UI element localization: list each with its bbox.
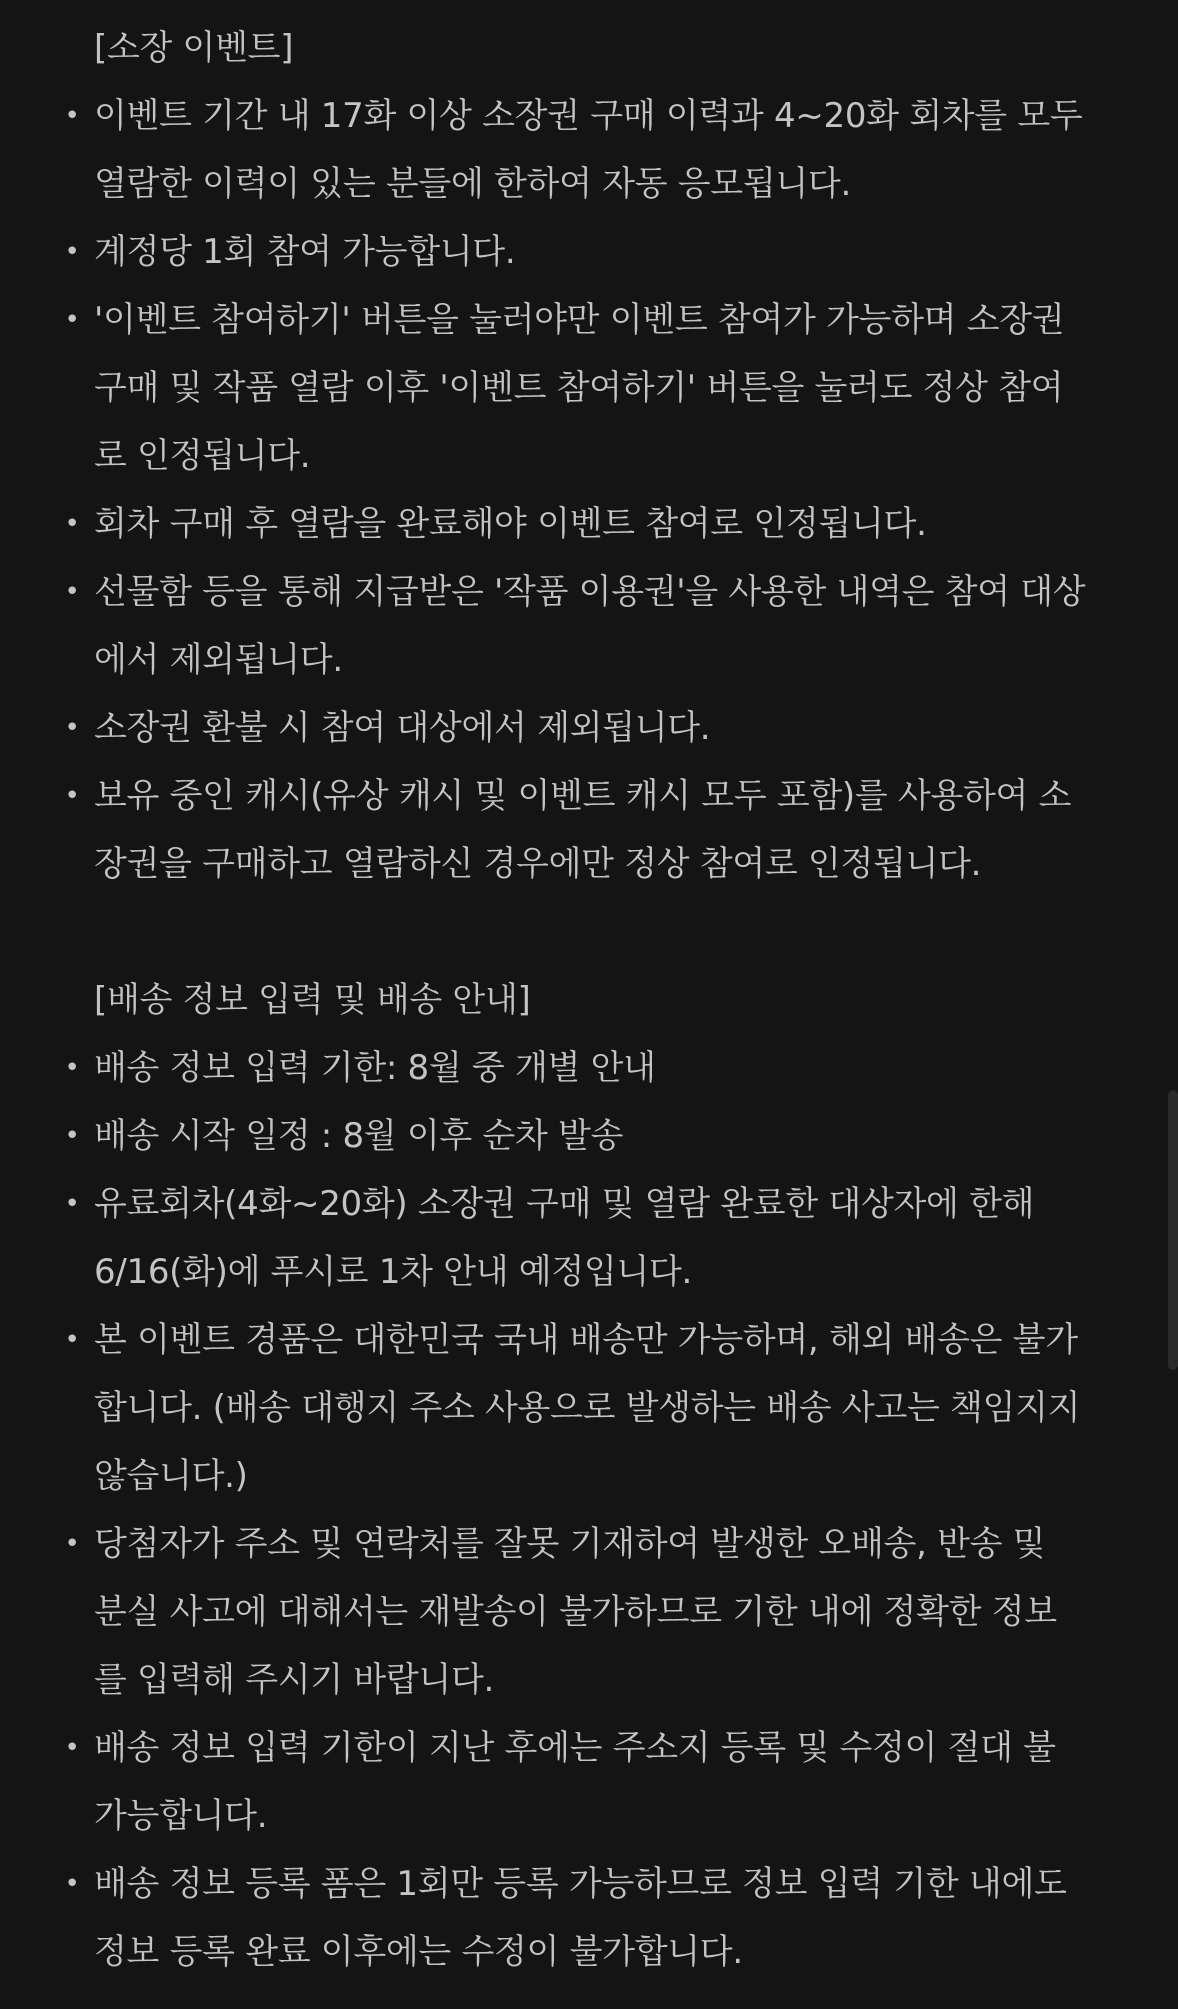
bullet-icon: •: [64, 577, 80, 607]
bullet-icon: •: [64, 509, 80, 539]
list-item-text: 유료회차(4화~20화) 소장권 구매 및 열람 완료한 대상자에 한해: [94, 1184, 1035, 1224]
bullet-icon: •: [64, 1529, 80, 1559]
list-item-text: 구매 및 작품 열람 이후 '이벤트 참여하기' 버튼을 눌러도 정상 참여: [94, 368, 1064, 408]
notice-section: [0, 966, 1178, 1986]
list-item: [0, 762, 1178, 898]
section-heading: [소장 이벤트]: [94, 28, 294, 68]
list-item: [0, 1850, 1178, 1986]
list-item-text: 본 이벤트 경품은 대한민국 국내 배송만 가능하며, 해외 배송은 불가: [94, 1320, 1078, 1360]
bullet-icon: •: [64, 1053, 80, 1083]
list-item-text: 회차 구매 후 열람을 완료해야 이벤트 참여로 인정됩니다.: [94, 504, 927, 544]
list-item: [0, 1510, 1178, 1714]
list-item-text: 이벤트 기간 내 17화 이상 소장권 구매 이력과 4~20화 회차를 모두: [94, 96, 1083, 136]
scrollbar[interactable]: [1168, 1090, 1178, 1370]
list-item-text: 장권을 구매하고 열람하신 경우에만 정상 참여로 인정됩니다.: [94, 844, 982, 884]
list-item-text: 선물함 등을 통해 지급받은 '작품 이용권'을 사용한 내역은 참여 대상: [94, 572, 1086, 612]
list-item: [0, 1170, 1178, 1306]
list-item: [0, 1306, 1178, 1510]
notice-section: [0, 14, 1178, 898]
list-item: [0, 558, 1178, 694]
list-item-text: 에서 제외됩니다.: [94, 640, 343, 680]
list-item-text: 6/16(화)에 푸시로 1차 안내 예정입니다.: [94, 1252, 693, 1292]
bullet-icon: •: [64, 237, 80, 267]
list-item: [0, 1714, 1178, 1850]
bullet-icon: •: [64, 1189, 80, 1219]
bullet-icon: •: [64, 1325, 80, 1355]
list-item-text: 로 인정됩니다.: [94, 436, 311, 476]
bullet-icon: •: [64, 305, 80, 335]
list-item-text: '이벤트 참여하기' 버튼을 눌러야만 이벤트 참여가 가능하며 소장권: [94, 300, 1065, 340]
notice-content: [0, 14, 1178, 1986]
list-item-text: 분실 사고에 대해서는 재발송이 불가하므로 기한 내에 정확한 정보: [94, 1592, 1057, 1632]
list-item-text: 보유 중인 캐시(유상 캐시 및 이벤트 캐시 모두 포함)를 사용하여 소: [94, 776, 1072, 816]
list-item-text: 배송 정보 입력 기한: 8월 중 개별 안내: [94, 1048, 656, 1088]
section-heading: [배송 정보 입력 및 배송 안내]: [94, 980, 531, 1020]
list-item: [0, 1102, 1178, 1170]
bullet-icon: •: [64, 781, 80, 811]
list-item-text: 정보 등록 완료 이후에는 수정이 불가합니다.: [94, 1932, 743, 1972]
list-item: [0, 82, 1178, 218]
bullet-icon: •: [64, 1869, 80, 1899]
list-item-text: 않습니다.): [94, 1456, 248, 1496]
list-item-text: 배송 시작 일정 : 8월 이후 순차 발송: [94, 1116, 624, 1156]
list-item-text: 열람한 이력이 있는 분들에 한하여 자동 응모됩니다.: [94, 164, 851, 204]
list-item: [0, 1034, 1178, 1102]
list-item: [0, 694, 1178, 762]
bullet-icon: •: [64, 1733, 80, 1763]
bullet-icon: •: [64, 713, 80, 743]
list-item-text: 합니다. (배송 대행지 주소 사용으로 발생하는 배송 사고는 책임지지: [94, 1388, 1081, 1428]
list-item-text: 소장권 환불 시 참여 대상에서 제외됩니다.: [94, 708, 711, 748]
list-item-text: 계정당 1회 참여 가능합니다.: [94, 232, 516, 272]
list-item-text: 가능합니다.: [94, 1796, 268, 1836]
list-item: [0, 490, 1178, 558]
list-item-text: 배송 정보 입력 기한이 지난 후에는 주소지 등록 및 수정이 절대 불: [94, 1728, 1056, 1768]
bullet-icon: •: [64, 101, 80, 131]
bullet-icon: •: [64, 1121, 80, 1151]
list-item-text: 배송 정보 등록 폼은 1회만 등록 가능하므로 정보 입력 기한 내에도: [94, 1864, 1067, 1904]
list-item: [0, 218, 1178, 286]
list-item-text: 당첨자가 주소 및 연락처를 잘못 기재하여 발생한 오배송, 반송 및: [94, 1524, 1046, 1564]
list-item-text: 를 입력해 주시기 바랍니다.: [94, 1660, 495, 1700]
list-item: [0, 286, 1178, 490]
